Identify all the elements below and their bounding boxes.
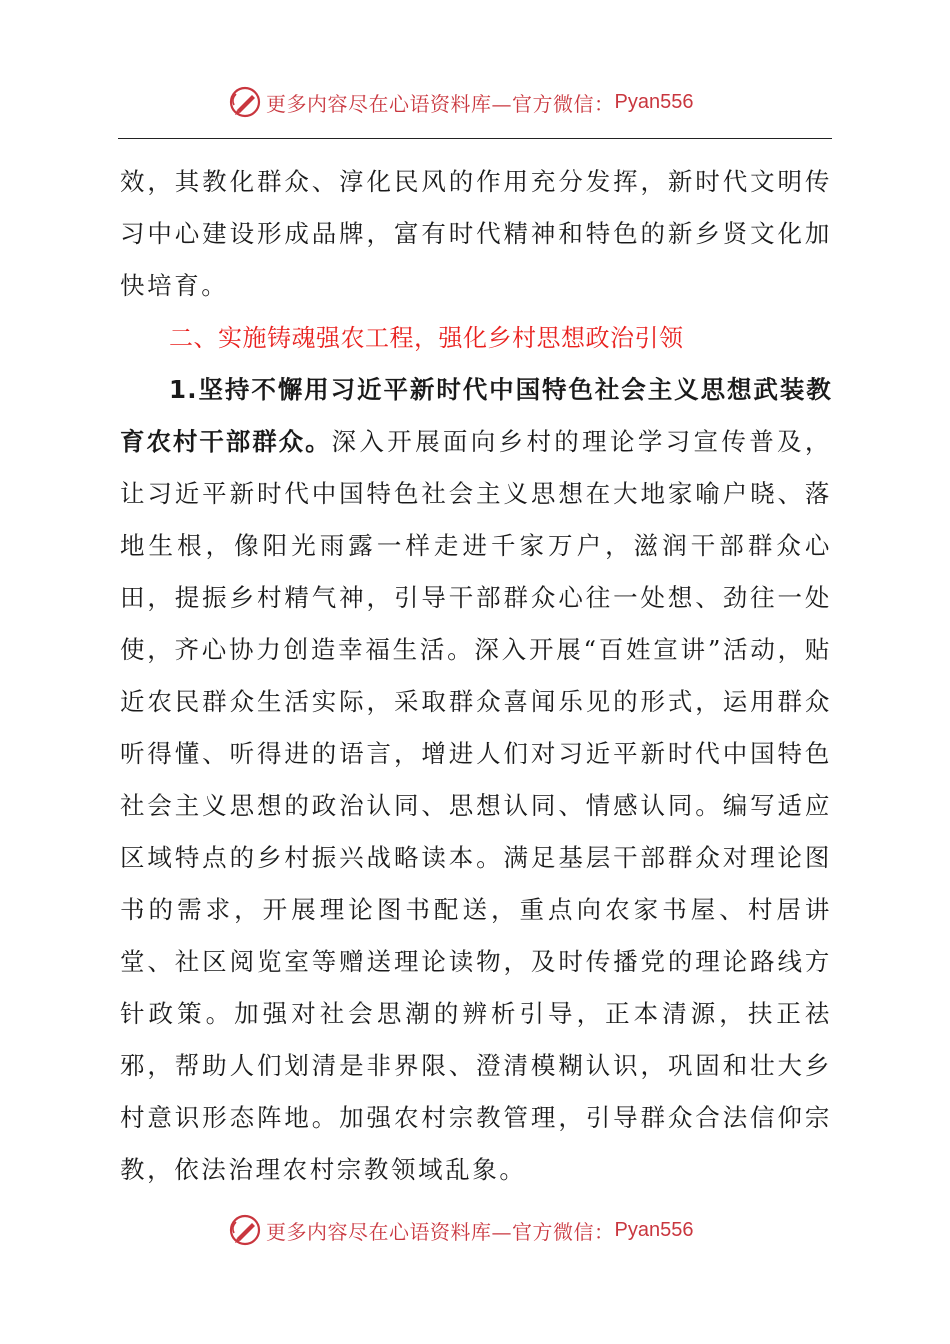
document-body	[120, 156, 832, 1196]
pen-logo-icon	[228, 85, 262, 119]
section-heading: 二、实施铸魂强农工程，强化乡村思想政治引领	[169, 324, 684, 352]
footer-banner-text: 更多内容尽在心语资料库—官方微信：	[266, 1219, 615, 1244]
header-banner	[0, 82, 950, 122]
pen-logo-icon	[228, 1213, 262, 1247]
paragraph-continuation: 效，其教化群众、淳化民风的作用充分发挥，新时代文明传习中心建设形成品牌，富有时代精神和特色的新乡贤文化加快培育。	[120, 167, 832, 300]
header-banner-text: 更多内容尽在心语资料库—官方微信：	[266, 91, 615, 116]
item-1-lead: 1.坚持不懈用习近平新时代中国特色社会主义思想武装教育农村干部群众。	[120, 375, 832, 456]
header-wechat-id: Pyan556	[614, 90, 694, 113]
footer-banner	[0, 1210, 950, 1250]
footer-wechat-id: Pyan556	[614, 1218, 694, 1241]
paragraph-item-1	[120, 364, 832, 1196]
header-divider	[118, 138, 832, 139]
item-1-text: 深入开展面向乡村的理论学习宣传普及，让习近平新时代中国特色社会主义思想在大地家喻户晓、落地生根，像阳光雨露一样走进千家万户，滋润干部群众心田，提振乡村精气神，引导干部群众心往一处想、劲往一处使，齐心协力创造幸福生活。深入开展“百姓宣讲”活动，贴近农民群众生活实际，采取群众喜闻乐见的形式，运用群众听得懂、听得进的语言，增进人们对习近平新时代中国特色社会主义思想的政治认同、思想认同、情感认同。编写适应区域特点的乡村振兴战略读本。满足基层干部群众对理论图书的需求，开展理论图书配送，重点向农家书屋、村居讲堂、社区阅览室等赠送理论读物，及时传播党的理论路线方针政策。加强对社会思潮的辨析引导，正本清源，扶正祛邪，帮助人们划清是非界限、澄清模糊认识，巩固和壮大乡村意识形态阵地。加强农村宗教管理，引导群众合法信仰宗教，依法治理农村宗教领域乱象。	[120, 427, 832, 1184]
